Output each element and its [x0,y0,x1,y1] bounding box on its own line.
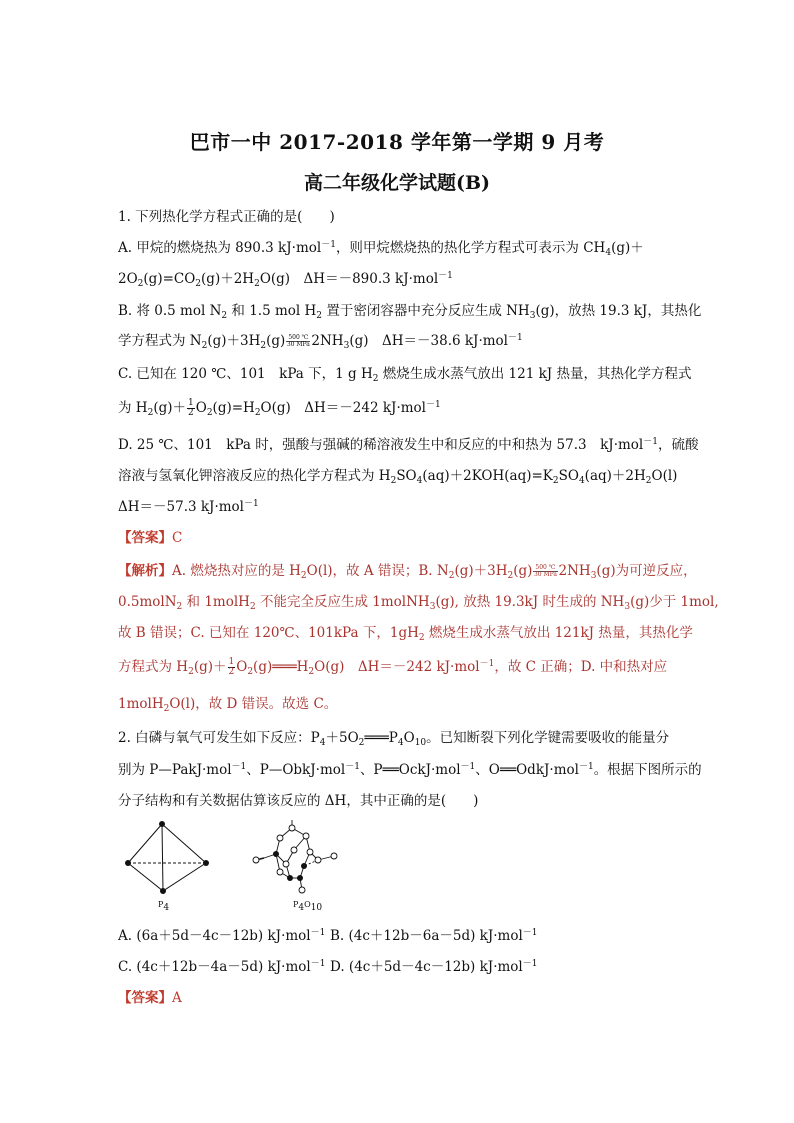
q1-option-d-line3: ΔH＝－57.3 kJ·mol$^{-1}$ [118,499,259,515]
q1-stem: 1. 下列热化学方程式正确的是( ) [118,209,335,225]
q1-option-b-line1: B. 将 0.5 mol $N_2$ 和 1.5 mol $H_2$ 置于密闭容器中充分反应生成 $NH_3(g)$，放热 19.3 kJ，其热化 [118,303,702,321]
fraction-half: $\frac{1}{2}$ [188,398,194,418]
reaction-condition: 500 ℃ 30 MPa [286,334,310,348]
q2-stem-line1: 2. 白磷与氧气可发生如下反应：$P_4+5O_2═══P_4O_{10}$。已知断裂下列化学键需要吸收的能量分 [118,730,670,748]
p4o10-molecule-diagram [250,820,350,900]
q2-option-a: A. (6a＋5d－4c－12b) kJ·mol$^{-1}$ [118,928,326,944]
q1-explanation-line2: 0.5molN$_2$ 和 1molH$_2$ 不能完全反应生成 1molNH$_3$(g), 放热 19.3kJ 时生成的 $NH_3(g)$少于 1mol, [118,594,719,612]
q1-option-d-line1: D. 25 ℃、101 kPa 时，强酸与强碱的稀溶液发生中和反应的中和热为 57.3 kJ·mol$^{-1}$，硫酸 [118,437,699,453]
q1-explanation-line5: 1molH$_2$O(l)，故 D 错误。故选 C。 [118,696,338,714]
q1-explanation-line1: 【解析】A. 燃烧热对应的是 $H_2O(l)$，故 A 错误；B. $N_2(g)+3H_2(g)$ 500 ℃ 30 MPa $2NH_3(g)$为可逆反应， [118,563,697,581]
q2-option-d: D. (4c＋5d－4c－12b) kJ·mol$^{-1}$ [330,959,538,975]
q2-option-c: C. (4c＋12b－4a－5d) kJ·mol$^{-1}$ [118,959,326,975]
q1-option-b-line2: 学方程式为 $N_2(g)+3H_2(g)$ 500 ℃ 30 MPa $2NH_3(g)$ ΔH＝－38.6 kJ·mol$^{-1}$ [118,333,523,351]
q1-option-c-line1: C. 已知在 120 ℃、101 kPa 下，1 g $H_2$ 燃烧生成水蒸气放出 121 kJ 热量，其热化学方程式 [118,366,692,384]
q1-answer: 【答案】C [118,530,183,546]
q2-answer: 【答案】A [118,990,182,1006]
exam-title: 巴市一中 2017-2018 学年第一学期 9 月考 [189,130,605,154]
q1-explanation-line3: 故 B 错误；C. 已知在 120℃、101kPa 下，$1gH_2$ 燃烧生成水蒸气放出 121kJ 热量，其热化学 [118,625,693,643]
q1-option-a-line2: $2O_2(g)=CO_2(g)+2H_2O(g)$ ΔH＝－890.3 kJ·mol$^{-1}$ [118,271,453,289]
q1-explanation-line4: 方程式为 $H_2(g)+$ $\frac{1}{2}$ $O_2(g)═══H_2O(g)$ ΔH＝－242 kJ·mol$^{-1}$，故 C 正确；D. 中和热对应 [118,657,668,677]
exam-subtitle: 高二年级化学试题(B) [303,172,491,194]
q2-stem-line3: 分子结构和有关数据估算该反应的 ΔH，其中正确的是( ) [118,793,479,809]
p4-molecule-diagram [118,820,218,900]
q1-option-d-line2: 溶液与氢氧化钾溶液反应的热化学方程式为 $H_2SO_4(aq)+2KOH(aq)=K_2SO_4(aq)+2H_2O(l)$ [118,468,678,486]
p4o10-label: $P_4O_{10}$ [293,900,323,913]
q2-stem-line2: 别为 P—PakJ·mol$^{-1}$、P—ObkJ·mol$^{-1}$、P══OckJ·mol$^{-1}$、O══OdkJ·mol$^{-1}$。根据下图所示的 [118,762,702,778]
q1-option-c-line2: 为 $H_2(g)+$ $\frac{1}{2}$ $O_2(g)=H_2O(g)$ ΔH＝－242 kJ·mol$^{-1}$ [118,398,441,418]
q1-option-a-line1: A. 甲烷的燃烧热为 890.3 kJ·mol$^{-1}$，则甲烷燃烧热的热化学方程式可表示为 $CH_4(g)+$ [118,240,644,258]
q2-option-b: B. (4c＋12b－6a－5d) kJ·mol$^{-1}$ [330,928,538,944]
p4-label: $P_4$ [158,900,170,913]
